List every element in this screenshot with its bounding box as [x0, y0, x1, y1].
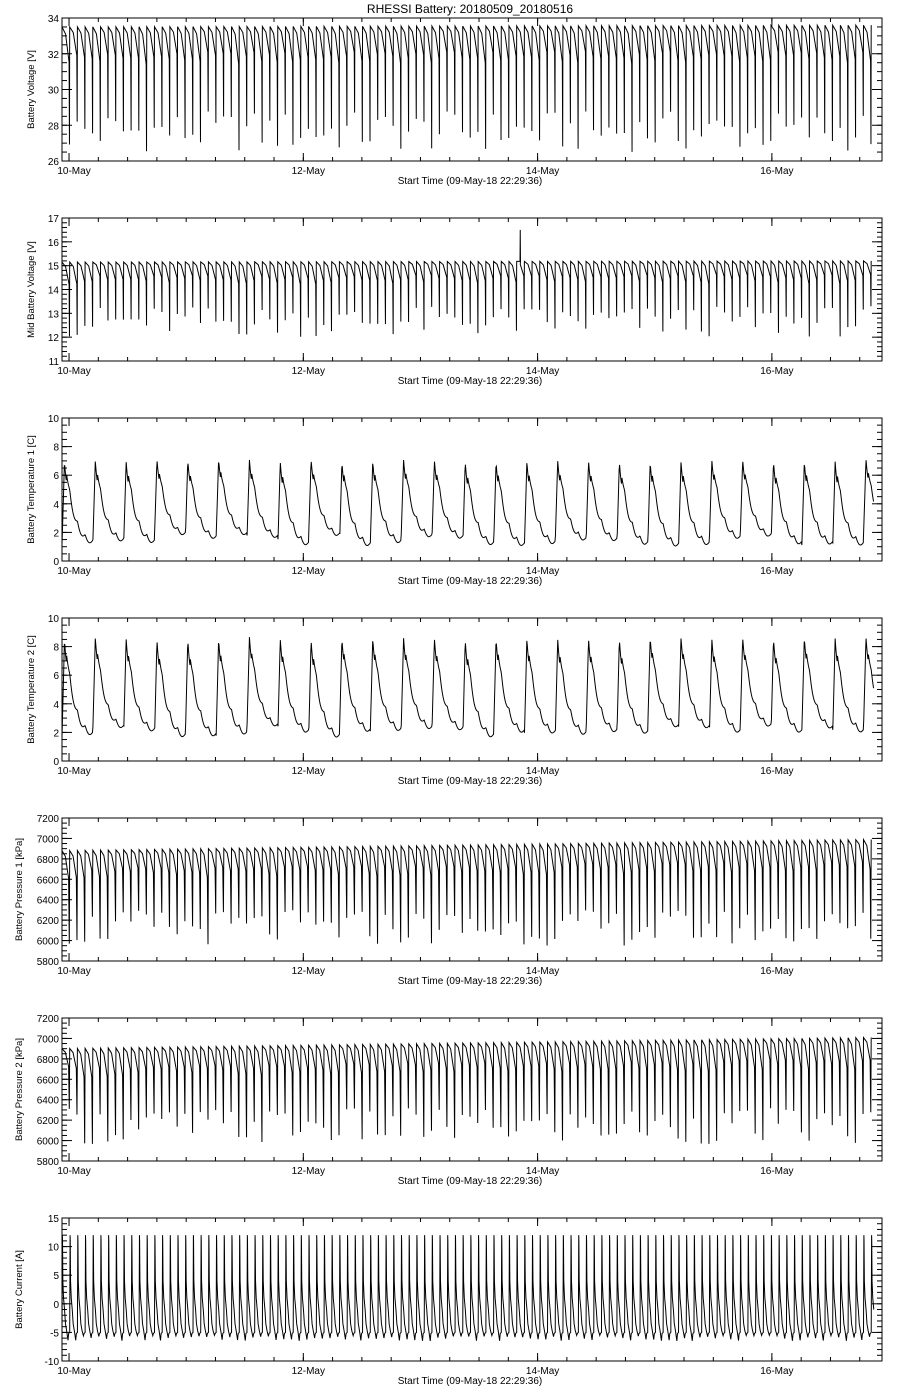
battery-voltage-series-line — [62, 25, 871, 152]
battery-temperature-2-xtick-label: 14-May — [525, 766, 560, 777]
battery-pressure-1-ytick-label: 6600 — [36, 875, 59, 887]
battery-current-ytick-label: 0 — [53, 1299, 59, 1311]
battery-temperature-2-xaxis-label: Start Time (09-May-18 22:29:36) — [397, 776, 543, 787]
battery-pressure-1-ytick-label: 6400 — [36, 895, 59, 907]
battery-voltage-ytick-label: 32 — [47, 49, 59, 61]
battery-current-ytick-label: -10 — [44, 1357, 59, 1368]
mid-battery-voltage-ytick-label: 15 — [47, 261, 59, 273]
mid-battery-voltage-xtick-label: 16-May — [760, 366, 794, 377]
battery-current-ytick-label: 15 — [47, 1214, 59, 1225]
mid-battery-voltage-xtick-label: 10-May — [57, 366, 91, 377]
battery-voltage-panel — [26, 14, 882, 187]
battery-temperature-1-series-line — [62, 460, 874, 546]
battery-current-xtick-label: 16-May — [760, 1366, 794, 1377]
battery-pressure-2-xaxis-label: Start Time (09-May-18 22:29:36) — [397, 1176, 543, 1187]
battery-current-xtick-label: 14-May — [525, 1366, 560, 1377]
battery-temperature-2-ytick-label: 4 — [53, 699, 59, 711]
battery-current-xaxis-label: Start Time (09-May-18 22:29:36) — [397, 1376, 543, 1387]
battery-temperature-1-panel — [26, 414, 882, 587]
battery-pressure-2-series-line — [62, 1037, 871, 1143]
battery-current-ytick-label: 10 — [47, 1242, 59, 1254]
battery-temperature-2-ytick-label: 2 — [53, 728, 59, 740]
battery-voltage-xtick-label: 14-May — [525, 166, 560, 177]
battery-current-panel — [14, 1214, 882, 1387]
battery-voltage-xtick-label: 16-May — [760, 166, 794, 177]
battery-temperature-1-xtick-label: 12-May — [291, 566, 325, 577]
battery-temperature-1-ytick-label: 10 — [47, 414, 59, 425]
mid-battery-voltage-ytick-label: 13 — [47, 309, 59, 321]
battery-temperature-2-xtick-label: 16-May — [760, 766, 794, 777]
mid-battery-voltage-xtick-label: 12-May — [291, 366, 325, 377]
battery-pressure-2-xtick-label: 16-May — [760, 1166, 794, 1177]
battery-pressure-1-yaxis-label: Battery Pressure 1 [kPa] — [14, 838, 25, 941]
battery-current-ytick-label: 5 — [53, 1271, 59, 1283]
battery-current-ytick-label: -5 — [50, 1328, 59, 1340]
battery-pressure-1-xaxis-label: Start Time (09-May-18 22:29:36) — [397, 976, 543, 987]
battery-temperature-2-ytick-label: 6 — [53, 671, 59, 683]
battery-current-xtick-label: 10-May — [57, 1366, 91, 1377]
battery-temperature-1-xtick-label: 16-May — [760, 566, 794, 577]
mid-battery-voltage-xaxis-label: Start Time (09-May-18 22:29:36) — [397, 376, 543, 387]
battery-pressure-1-ytick-label: 7000 — [36, 834, 59, 846]
battery-pressure-2-xtick-label: 14-May — [525, 1166, 560, 1177]
battery-voltage-ytick-label: 26 — [47, 157, 59, 168]
battery-voltage-ytick-label: 30 — [47, 85, 59, 97]
battery-temperature-1-yaxis-label: Battery Temperature 1 [C] — [26, 435, 37, 544]
battery-pressure-2-xtick-label: 10-May — [57, 1166, 91, 1177]
battery-pressure-2-ytick-label: 6800 — [36, 1054, 59, 1066]
battery-voltage-ytick-label: 28 — [47, 121, 59, 133]
battery-temperature-1-ytick-label: 8 — [53, 442, 59, 454]
mid-battery-voltage-panel — [26, 214, 882, 387]
battery-temperature-2-panel — [26, 614, 882, 787]
battery-pressure-1-panel — [14, 814, 882, 987]
battery-temperature-2-xtick-label: 12-May — [291, 766, 325, 777]
battery-voltage-xtick-label: 10-May — [57, 166, 91, 177]
battery-pressure-2-ytick-label: 6000 — [36, 1136, 59, 1148]
battery-pressure-2-panel — [14, 1014, 882, 1187]
battery-pressure-1-xtick-label: 14-May — [525, 966, 560, 977]
battery-temperature-1-xaxis-label: Start Time (09-May-18 22:29:36) — [397, 576, 543, 587]
battery-pressure-1-ytick-label: 7200 — [36, 814, 59, 825]
battery-temperature-1-ytick-label: 2 — [53, 528, 59, 540]
battery-pressure-2-ytick-label: 7200 — [36, 1014, 59, 1025]
battery-pressure-1-xtick-label: 10-May — [57, 966, 91, 977]
battery-temperature-1-plot-frame — [62, 418, 882, 561]
battery-pressure-1-ytick-label: 6200 — [36, 916, 59, 928]
battery-pressure-1-ytick-label: 5800 — [36, 957, 59, 968]
battery-temperature-1-ytick-label: 4 — [53, 499, 59, 511]
battery-voltage-ytick-label: 34 — [47, 14, 59, 25]
battery-temperature-2-ytick-label: 8 — [53, 642, 59, 654]
battery-voltage-yaxis-label: Battery Voltage [V] — [26, 50, 37, 129]
mid-battery-voltage-ytick-label: 16 — [47, 237, 59, 249]
battery-pressure-1-xtick-label: 16-May — [760, 966, 794, 977]
mid-battery-voltage-xtick-label: 14-May — [525, 366, 560, 377]
battery-pressure-1-ytick-label: 6800 — [36, 854, 59, 866]
battery-pressure-2-ytick-label: 6600 — [36, 1075, 59, 1087]
battery-pressure-2-yaxis-label: Battery Pressure 2 [kPa] — [14, 1038, 25, 1141]
battery-temperature-1-xtick-label: 14-May — [525, 566, 560, 577]
mid-battery-voltage-ytick-label: 14 — [47, 285, 59, 297]
battery-temperature-1-ytick-label: 0 — [53, 557, 59, 568]
battery-temperature-2-ytick-label: 0 — [53, 757, 59, 768]
battery-pressure-2-ytick-label: 6200 — [36, 1116, 59, 1128]
battery-current-yaxis-label: Battery Current [A] — [14, 1250, 25, 1329]
mid-battery-voltage-ytick-label: 11 — [48, 357, 59, 368]
battery-temperature-2-yaxis-label: Battery Temperature 2 [C] — [26, 635, 37, 744]
mid-battery-voltage-series-line — [62, 230, 871, 337]
battery-temperature-1-xtick-label: 10-May — [57, 566, 91, 577]
battery-current-xtick-label: 12-May — [291, 1366, 325, 1377]
battery-pressure-1-series-line — [62, 839, 871, 945]
battery-temperature-2-series-line — [62, 637, 874, 737]
battery-pressure-2-ytick-label: 7000 — [36, 1034, 59, 1046]
battery-temperature-1-ytick-label: 6 — [53, 471, 59, 483]
battery-voltage-xaxis-label: Start Time (09-May-18 22:29:36) — [397, 176, 543, 187]
mid-battery-voltage-yaxis-label: Mid Battery Voltage [V] — [26, 241, 37, 338]
battery-current-series-line — [62, 1235, 874, 1341]
battery-temperature-2-ytick-label: 10 — [47, 614, 59, 625]
battery-pressure-1-ytick-label: 6000 — [36, 936, 59, 948]
panels — [14, 14, 882, 1387]
battery-pressure-2-ytick-label: 6400 — [36, 1095, 59, 1107]
figure-title: RHESSI Battery: 20180509_20180516 — [366, 2, 574, 16]
mid-battery-voltage-ytick-label: 17 — [47, 214, 59, 225]
battery-pressure-1-xtick-label: 12-May — [291, 966, 325, 977]
battery-pressure-2-ytick-label: 5800 — [36, 1157, 59, 1168]
battery-pressure-2-xtick-label: 12-May — [291, 1166, 325, 1177]
battery-temperature-2-xtick-label: 10-May — [57, 766, 91, 777]
battery-voltage-xtick-label: 12-May — [291, 166, 325, 177]
mid-battery-voltage-ytick-label: 12 — [47, 333, 59, 345]
